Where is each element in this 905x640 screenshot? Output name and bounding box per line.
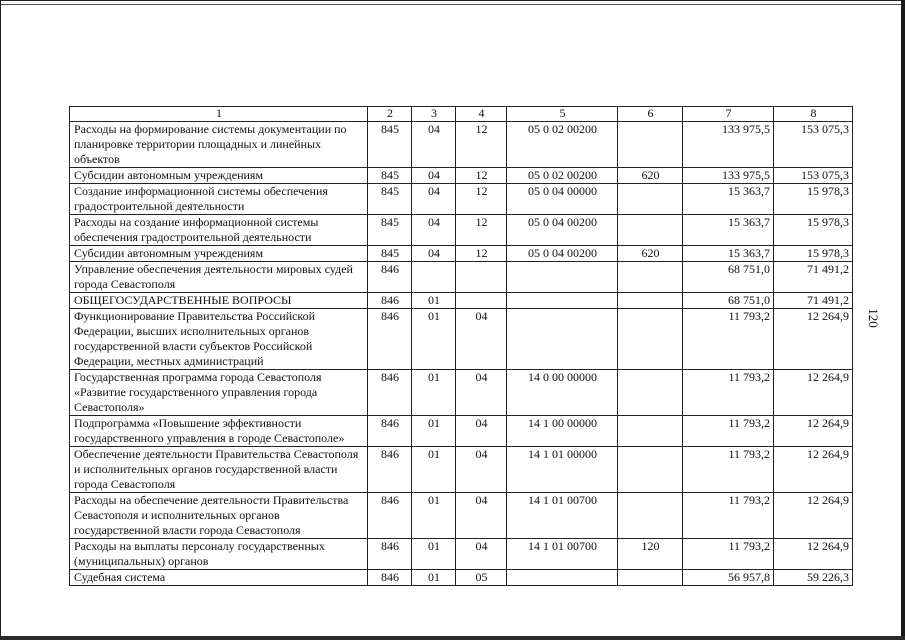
row-pr: 04	[456, 416, 507, 447]
row-pr: 04	[456, 370, 507, 416]
row-name: Обеспечение деятельности Правительства Севастополя и исполнительных органов государственной власти города Севастополя	[70, 447, 368, 493]
row-name: Подпрограмма «Повышение эффективности государственного управления в городе Севастополе»	[70, 416, 368, 447]
row-pr: 12	[456, 168, 507, 184]
row-name: Субсидии автономным учреждениям	[70, 168, 368, 184]
header-cell-6: 6	[618, 107, 683, 122]
row-amount-col8: 12 264,9	[774, 539, 853, 570]
row-name: Судебная система	[70, 570, 368, 586]
row-amount-col7: 56 957,8	[683, 570, 774, 586]
row-csr: 14 1 00 00000	[507, 416, 618, 447]
row-amount-col7: 68 751,0	[683, 293, 774, 309]
table-row	[70, 168, 853, 184]
row-csr: 14 1 01 00700	[507, 539, 618, 570]
row-amount-col7: 68 751,0	[683, 262, 774, 293]
row-grbs: 846	[368, 309, 412, 370]
row-amount-col8: 15 978,3	[774, 184, 853, 215]
row-amount-col7: 11 793,2	[683, 493, 774, 539]
row-rz: 01	[412, 447, 456, 493]
row-name: ОБЩЕГОСУДАРСТВЕННЫЕ ВОПРОСЫ	[70, 293, 368, 309]
row-grbs: 846	[368, 570, 412, 586]
table-row	[70, 246, 853, 262]
row-name: Государственная программа города Севастополя «Развитие государственного управления города Севастополя»	[70, 370, 368, 416]
header-cell-3: 3	[412, 107, 456, 122]
row-grbs: 845	[368, 122, 412, 168]
row-grbs: 846	[368, 539, 412, 570]
row-pr: 04	[456, 493, 507, 539]
row-rz: 01	[412, 539, 456, 570]
row-vr: 120	[618, 539, 683, 570]
row-pr: 12	[456, 215, 507, 246]
row-csr: 05 0 04 00200	[507, 246, 618, 262]
header-cell-5: 5	[507, 107, 618, 122]
row-rz: 01	[412, 416, 456, 447]
row-amount-col8: 12 264,9	[774, 493, 853, 539]
header-row	[70, 107, 853, 122]
row-csr: 14 0 00 00000	[507, 370, 618, 416]
row-vr	[618, 416, 683, 447]
row-grbs: 846	[368, 293, 412, 309]
row-name: Расходы на формирование системы документации по планировке территории площадных и линейных объектов	[70, 122, 368, 168]
row-amount-col7: 15 363,7	[683, 246, 774, 262]
page-number: 120	[866, 308, 881, 328]
row-pr: 04	[456, 539, 507, 570]
table-row	[70, 416, 853, 447]
row-rz	[412, 262, 456, 293]
row-amount-col7: 133 975,5	[683, 168, 774, 184]
table-row	[70, 447, 853, 493]
scan-edge-right	[901, 0, 905, 640]
row-amount-col7: 11 793,2	[683, 416, 774, 447]
row-amount-col7: 15 363,7	[683, 215, 774, 246]
row-vr	[618, 370, 683, 416]
row-name: Создание информационной системы обеспечения градостроительной деятельности	[70, 184, 368, 215]
row-pr: 12	[456, 184, 507, 215]
row-grbs: 846	[368, 493, 412, 539]
table-row	[70, 184, 853, 215]
row-vr	[618, 447, 683, 493]
row-amount-col7: 11 793,2	[683, 539, 774, 570]
row-amount-col7: 11 793,2	[683, 309, 774, 370]
row-grbs: 846	[368, 262, 412, 293]
row-amount-col8: 12 264,9	[774, 370, 853, 416]
row-name: Расходы на выплаты персоналу государственных (муниципальных) органов	[70, 539, 368, 570]
row-vr	[618, 293, 683, 309]
row-vr	[618, 184, 683, 215]
row-csr	[507, 293, 618, 309]
table-row	[70, 122, 853, 168]
scan-edge-bottom	[0, 636, 905, 640]
row-grbs: 846	[368, 447, 412, 493]
header-cell-7: 7	[683, 107, 774, 122]
row-rz: 01	[412, 570, 456, 586]
row-amount-col7: 133 975,5	[683, 122, 774, 168]
row-rz: 04	[412, 184, 456, 215]
row-grbs: 846	[368, 370, 412, 416]
row-amount-col8: 12 264,9	[774, 309, 853, 370]
row-amount-col7: 15 363,7	[683, 184, 774, 215]
row-pr: 04	[456, 309, 507, 370]
row-amount-col8: 12 264,9	[774, 447, 853, 493]
row-vr	[618, 262, 683, 293]
row-amount-col8: 15 978,3	[774, 215, 853, 246]
table-row	[70, 262, 853, 293]
row-pr: 12	[456, 122, 507, 168]
row-name: Расходы на создание информационной системы обеспечения градостроительной деятельности	[70, 215, 368, 246]
row-csr: 05 0 02 00200	[507, 122, 618, 168]
row-grbs: 846	[368, 416, 412, 447]
row-csr: 14 1 01 00700	[507, 493, 618, 539]
header-cell-4: 4	[456, 107, 507, 122]
row-csr: 05 0 04 00000	[507, 184, 618, 215]
table-row	[70, 309, 853, 370]
row-csr: 05 0 04 00200	[507, 215, 618, 246]
row-grbs: 845	[368, 215, 412, 246]
row-csr: 05 0 02 00200	[507, 168, 618, 184]
row-amount-col8: 71 491,2	[774, 262, 853, 293]
row-amount-col8: 59 226,3	[774, 570, 853, 586]
row-csr	[507, 570, 618, 586]
header-cell-8: 8	[774, 107, 853, 122]
row-vr	[618, 493, 683, 539]
row-rz: 04	[412, 168, 456, 184]
row-pr	[456, 293, 507, 309]
row-vr	[618, 570, 683, 586]
row-csr	[507, 309, 618, 370]
row-amount-col8: 153 075,3	[774, 168, 853, 184]
row-pr: 04	[456, 447, 507, 493]
row-amount-col8: 71 491,2	[774, 293, 853, 309]
row-rz: 04	[412, 246, 456, 262]
table-row	[70, 539, 853, 570]
row-vr	[618, 309, 683, 370]
row-pr	[456, 262, 507, 293]
row-pr: 12	[456, 246, 507, 262]
row-pr: 05	[456, 570, 507, 586]
row-name: Субсидии автономным учреждениям	[70, 246, 368, 262]
row-csr	[507, 262, 618, 293]
row-amount-col7: 11 793,2	[683, 447, 774, 493]
row-csr: 14 1 01 00000	[507, 447, 618, 493]
row-vr	[618, 122, 683, 168]
row-rz: 01	[412, 293, 456, 309]
row-name: Функционирование Правительства Российской Федерации, высших исполнительных органов государственной власти субъектов Российской Федерации, местных администраций	[70, 309, 368, 370]
row-name: Управление обеспечения деятельности мировых судей города Севастополя	[70, 262, 368, 293]
table-row	[70, 493, 853, 539]
row-grbs: 845	[368, 246, 412, 262]
table-row	[70, 215, 853, 246]
row-rz: 01	[412, 309, 456, 370]
row-grbs: 845	[368, 168, 412, 184]
row-rz: 01	[412, 370, 456, 416]
table-row	[70, 293, 853, 309]
header-cell-1: 1	[70, 107, 368, 122]
table-row	[70, 570, 853, 586]
row-rz: 01	[412, 493, 456, 539]
table-row	[70, 370, 853, 416]
row-vr: 620	[618, 246, 683, 262]
row-rz: 04	[412, 215, 456, 246]
row-vr	[618, 215, 683, 246]
row-amount-col8: 153 075,3	[774, 122, 853, 168]
row-amount-col8: 12 264,9	[774, 416, 853, 447]
budget-table	[69, 106, 853, 586]
row-vr: 620	[618, 168, 683, 184]
header-cell-2: 2	[368, 107, 412, 122]
row-name: Расходы на обеспечение деятельности Правительства Севастополя и исполнительных органов государственной власти города Севастополя	[70, 493, 368, 539]
row-amount-col8: 15 978,3	[774, 246, 853, 262]
row-amount-col7: 11 793,2	[683, 370, 774, 416]
row-rz: 04	[412, 122, 456, 168]
row-grbs: 845	[368, 184, 412, 215]
